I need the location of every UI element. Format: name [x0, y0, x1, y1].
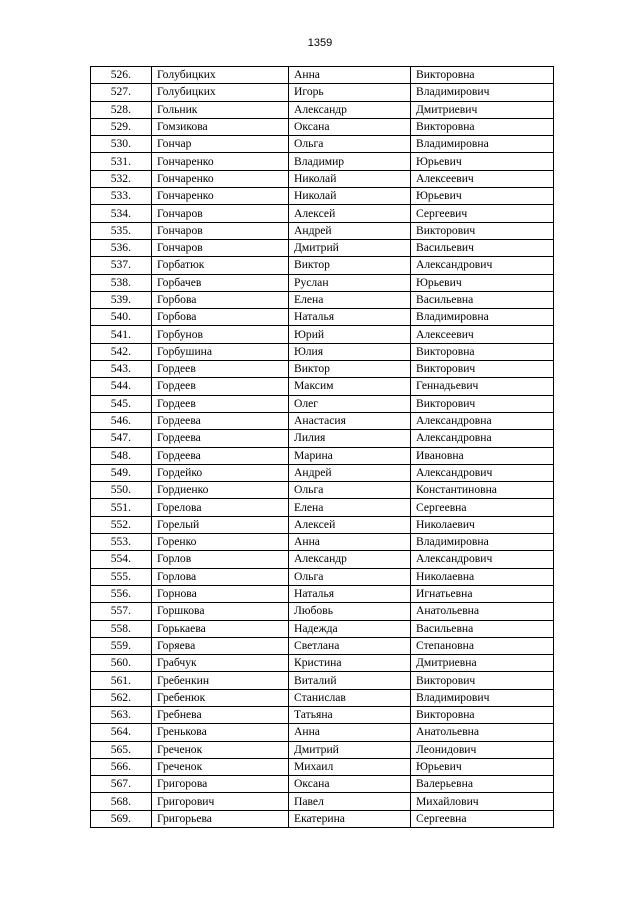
table-row — [91, 378, 554, 395]
row-number-cell: 567. — [91, 776, 152, 793]
table-row — [91, 343, 554, 360]
row-number-cell: 527. — [91, 84, 152, 101]
first-name-cell: Николай — [289, 170, 411, 187]
patronymic-cell: Юрьевич — [411, 274, 554, 291]
table-row — [91, 482, 554, 499]
last-name-cell: Гончар — [152, 136, 289, 153]
last-name-cell: Горбунов — [152, 326, 289, 343]
row-number-cell: 566. — [91, 758, 152, 775]
table-row — [91, 776, 554, 793]
first-name-cell: Дмитрий — [289, 239, 411, 256]
first-name-cell: Максим — [289, 378, 411, 395]
table-row — [91, 793, 554, 810]
row-number-cell: 561. — [91, 672, 152, 689]
last-name-cell: Григорова — [152, 776, 289, 793]
last-name-cell: Гордеев — [152, 378, 289, 395]
last-name-cell: Гончаренко — [152, 153, 289, 170]
first-name-cell: Елена — [289, 291, 411, 308]
last-name-cell: Горнова — [152, 585, 289, 602]
table-row — [91, 257, 554, 274]
table-row — [91, 724, 554, 741]
last-name-cell: Гончаренко — [152, 170, 289, 187]
first-name-cell: Игорь — [289, 84, 411, 101]
row-number-cell: 537. — [91, 257, 152, 274]
patronymic-cell: Анатольевна — [411, 724, 554, 741]
first-name-cell: Виктор — [289, 257, 411, 274]
patronymic-cell: Сергеевич — [411, 205, 554, 222]
last-name-cell: Голубицких — [152, 67, 289, 84]
row-number-cell: 560. — [91, 655, 152, 672]
first-name-cell: Анна — [289, 67, 411, 84]
patronymic-cell: Викторовна — [411, 67, 554, 84]
patronymic-cell: Валерьевна — [411, 776, 554, 793]
first-name-cell: Олег — [289, 395, 411, 412]
patronymic-cell: Викторович — [411, 222, 554, 239]
row-number-cell: 534. — [91, 205, 152, 222]
patronymic-cell: Викторовна — [411, 706, 554, 723]
table-row — [91, 118, 554, 135]
patronymic-cell: Юрьевич — [411, 758, 554, 775]
table-row — [91, 430, 554, 447]
table-row — [91, 585, 554, 602]
first-name-cell: Алексей — [289, 205, 411, 222]
row-number-cell: 544. — [91, 378, 152, 395]
last-name-cell: Голубицких — [152, 84, 289, 101]
row-number-cell: 539. — [91, 291, 152, 308]
patronymic-cell: Дмитриевна — [411, 655, 554, 672]
patronymic-cell: Викторович — [411, 672, 554, 689]
first-name-cell: Андрей — [289, 464, 411, 481]
patronymic-cell: Владимирович — [411, 84, 554, 101]
patronymic-cell: Александровна — [411, 412, 554, 429]
table-row — [91, 516, 554, 533]
last-name-cell: Гребенюк — [152, 689, 289, 706]
table-row — [91, 447, 554, 464]
first-name-cell: Наталья — [289, 585, 411, 602]
first-name-cell: Любовь — [289, 603, 411, 620]
table-row — [91, 395, 554, 412]
patronymic-cell: Сергеевна — [411, 810, 554, 827]
last-name-cell: Гордеев — [152, 361, 289, 378]
row-number-cell: 555. — [91, 568, 152, 585]
first-name-cell: Татьяна — [289, 706, 411, 723]
table-row — [91, 637, 554, 654]
patronymic-cell: Леонидович — [411, 741, 554, 758]
first-name-cell: Павел — [289, 793, 411, 810]
patronymic-cell: Владимирович — [411, 689, 554, 706]
patronymic-cell: Васильевна — [411, 291, 554, 308]
patronymic-cell: Юрьевич — [411, 188, 554, 205]
first-name-cell: Александр — [289, 101, 411, 118]
last-name-cell: Гомзикова — [152, 118, 289, 135]
table-row — [91, 551, 554, 568]
table-row — [91, 153, 554, 170]
first-name-cell: Юлия — [289, 343, 411, 360]
row-number-cell: 538. — [91, 274, 152, 291]
table-row — [91, 412, 554, 429]
first-name-cell: Елена — [289, 499, 411, 516]
row-number-cell: 530. — [91, 136, 152, 153]
table-row — [91, 706, 554, 723]
table-row — [91, 534, 554, 551]
patronymic-cell: Ивановна — [411, 447, 554, 464]
row-number-cell: 557. — [91, 603, 152, 620]
last-name-cell: Гончаров — [152, 205, 289, 222]
first-name-cell: Юрий — [289, 326, 411, 343]
row-number-cell: 545. — [91, 395, 152, 412]
row-number-cell: 533. — [91, 188, 152, 205]
patronymic-cell: Владимировна — [411, 136, 554, 153]
table-row — [91, 326, 554, 343]
first-name-cell: Михаил — [289, 758, 411, 775]
names-table-body — [91, 67, 554, 828]
row-number-cell: 549. — [91, 464, 152, 481]
first-name-cell: Анна — [289, 724, 411, 741]
last-name-cell: Гончаров — [152, 239, 289, 256]
table-row — [91, 84, 554, 101]
row-number-cell: 546. — [91, 412, 152, 429]
row-number-cell: 551. — [91, 499, 152, 516]
table-row — [91, 67, 554, 84]
first-name-cell: Оксана — [289, 118, 411, 135]
patronymic-cell: Николаевич — [411, 516, 554, 533]
patronymic-cell: Владимировна — [411, 534, 554, 551]
last-name-cell: Горбачев — [152, 274, 289, 291]
names-table — [90, 66, 554, 828]
last-name-cell: Гордеев — [152, 395, 289, 412]
first-name-cell: Анна — [289, 534, 411, 551]
row-number-cell: 554. — [91, 551, 152, 568]
last-name-cell: Гордейко — [152, 464, 289, 481]
row-number-cell: 547. — [91, 430, 152, 447]
table-row — [91, 136, 554, 153]
row-number-cell: 532. — [91, 170, 152, 187]
last-name-cell: Григорьева — [152, 810, 289, 827]
first-name-cell: Ольга — [289, 568, 411, 585]
first-name-cell: Станислав — [289, 689, 411, 706]
row-number-cell: 553. — [91, 534, 152, 551]
last-name-cell: Горькаева — [152, 620, 289, 637]
last-name-cell: Горелова — [152, 499, 289, 516]
last-name-cell: Гончаров — [152, 222, 289, 239]
first-name-cell: Виталий — [289, 672, 411, 689]
table-row — [91, 810, 554, 827]
patronymic-cell: Николаевна — [411, 568, 554, 585]
row-number-cell: 550. — [91, 482, 152, 499]
last-name-cell: Гордеева — [152, 447, 289, 464]
table-row — [91, 689, 554, 706]
first-name-cell: Руслан — [289, 274, 411, 291]
table-row — [91, 568, 554, 585]
last-name-cell: Григорович — [152, 793, 289, 810]
row-number-cell: 531. — [91, 153, 152, 170]
patronymic-cell: Степановна — [411, 637, 554, 654]
patronymic-cell: Александровна — [411, 430, 554, 447]
table-row — [91, 291, 554, 308]
table-row — [91, 620, 554, 637]
last-name-cell: Гордиенко — [152, 482, 289, 499]
first-name-cell: Лилия — [289, 430, 411, 447]
row-number-cell: 558. — [91, 620, 152, 637]
last-name-cell: Горенко — [152, 534, 289, 551]
patronymic-cell: Михайлович — [411, 793, 554, 810]
patronymic-cell: Васильевна — [411, 620, 554, 637]
first-name-cell: Андрей — [289, 222, 411, 239]
first-name-cell: Алексей — [289, 516, 411, 533]
patronymic-cell: Юрьевич — [411, 153, 554, 170]
last-name-cell: Горбатюк — [152, 257, 289, 274]
last-name-cell: Гребнева — [152, 706, 289, 723]
table-row — [91, 170, 554, 187]
patronymic-cell: Анатольевна — [411, 603, 554, 620]
table-row — [91, 188, 554, 205]
row-number-cell: 559. — [91, 637, 152, 654]
table-row — [91, 205, 554, 222]
table-row — [91, 274, 554, 291]
table-row — [91, 741, 554, 758]
patronymic-cell: Игнатьевна — [411, 585, 554, 602]
row-number-cell: 536. — [91, 239, 152, 256]
table-row — [91, 361, 554, 378]
last-name-cell: Горлова — [152, 568, 289, 585]
row-number-cell: 535. — [91, 222, 152, 239]
row-number-cell: 552. — [91, 516, 152, 533]
patronymic-cell: Александрович — [411, 464, 554, 481]
row-number-cell: 548. — [91, 447, 152, 464]
table-row — [91, 655, 554, 672]
patronymic-cell: Викторовна — [411, 118, 554, 135]
patronymic-cell: Викторовна — [411, 343, 554, 360]
last-name-cell: Горлов — [152, 551, 289, 568]
patronymic-cell: Геннадьевич — [411, 378, 554, 395]
first-name-cell: Екатерина — [289, 810, 411, 827]
patronymic-cell: Викторович — [411, 395, 554, 412]
first-name-cell: Надежда — [289, 620, 411, 637]
table-row — [91, 101, 554, 118]
last-name-cell: Гольник — [152, 101, 289, 118]
last-name-cell: Греченок — [152, 741, 289, 758]
row-number-cell: 540. — [91, 309, 152, 326]
patronymic-cell: Васильевич — [411, 239, 554, 256]
row-number-cell: 526. — [91, 67, 152, 84]
patronymic-cell: Александрович — [411, 257, 554, 274]
last-name-cell: Гончаренко — [152, 188, 289, 205]
last-name-cell: Гребенкин — [152, 672, 289, 689]
page-number: 1359 — [307, 37, 333, 49]
patronymic-cell: Александрович — [411, 551, 554, 568]
last-name-cell: Горшкова — [152, 603, 289, 620]
patronymic-cell: Константиновна — [411, 482, 554, 499]
last-name-cell: Горбова — [152, 291, 289, 308]
row-number-cell: 529. — [91, 118, 152, 135]
first-name-cell: Кристина — [289, 655, 411, 672]
table-row — [91, 758, 554, 775]
row-number-cell: 568. — [91, 793, 152, 810]
first-name-cell: Ольга — [289, 136, 411, 153]
row-number-cell: 562. — [91, 689, 152, 706]
last-name-cell: Гренькова — [152, 724, 289, 741]
first-name-cell: Анастасия — [289, 412, 411, 429]
patronymic-cell: Сергеевна — [411, 499, 554, 516]
row-number-cell: 556. — [91, 585, 152, 602]
first-name-cell: Николай — [289, 188, 411, 205]
first-name-cell: Оксана — [289, 776, 411, 793]
table-row — [91, 222, 554, 239]
first-name-cell: Дмитрий — [289, 741, 411, 758]
row-number-cell: 565. — [91, 741, 152, 758]
patronymic-cell: Владимировна — [411, 309, 554, 326]
last-name-cell: Грабчук — [152, 655, 289, 672]
patronymic-cell: Алексеевич — [411, 326, 554, 343]
row-number-cell: 564. — [91, 724, 152, 741]
first-name-cell: Владимир — [289, 153, 411, 170]
first-name-cell: Марина — [289, 447, 411, 464]
row-number-cell: 542. — [91, 343, 152, 360]
table-row — [91, 499, 554, 516]
last-name-cell: Гордеева — [152, 430, 289, 447]
table-row — [91, 239, 554, 256]
last-name-cell: Горбушина — [152, 343, 289, 360]
patronymic-cell: Викторович — [411, 361, 554, 378]
table-row — [91, 309, 554, 326]
first-name-cell: Виктор — [289, 361, 411, 378]
first-name-cell: Светлана — [289, 637, 411, 654]
row-number-cell: 569. — [91, 810, 152, 827]
last-name-cell: Гордеева — [152, 412, 289, 429]
last-name-cell: Горелый — [152, 516, 289, 533]
table-row — [91, 464, 554, 481]
last-name-cell: Горяева — [152, 637, 289, 654]
last-name-cell: Горбова — [152, 309, 289, 326]
row-number-cell: 543. — [91, 361, 152, 378]
table-row — [91, 603, 554, 620]
first-name-cell: Ольга — [289, 482, 411, 499]
row-number-cell: 563. — [91, 706, 152, 723]
row-number-cell: 541. — [91, 326, 152, 343]
row-number-cell: 528. — [91, 101, 152, 118]
first-name-cell: Александр — [289, 551, 411, 568]
first-name-cell: Наталья — [289, 309, 411, 326]
table-row — [91, 672, 554, 689]
patronymic-cell: Дмитриевич — [411, 101, 554, 118]
last-name-cell: Греченок — [152, 758, 289, 775]
patronymic-cell: Алексеевич — [411, 170, 554, 187]
